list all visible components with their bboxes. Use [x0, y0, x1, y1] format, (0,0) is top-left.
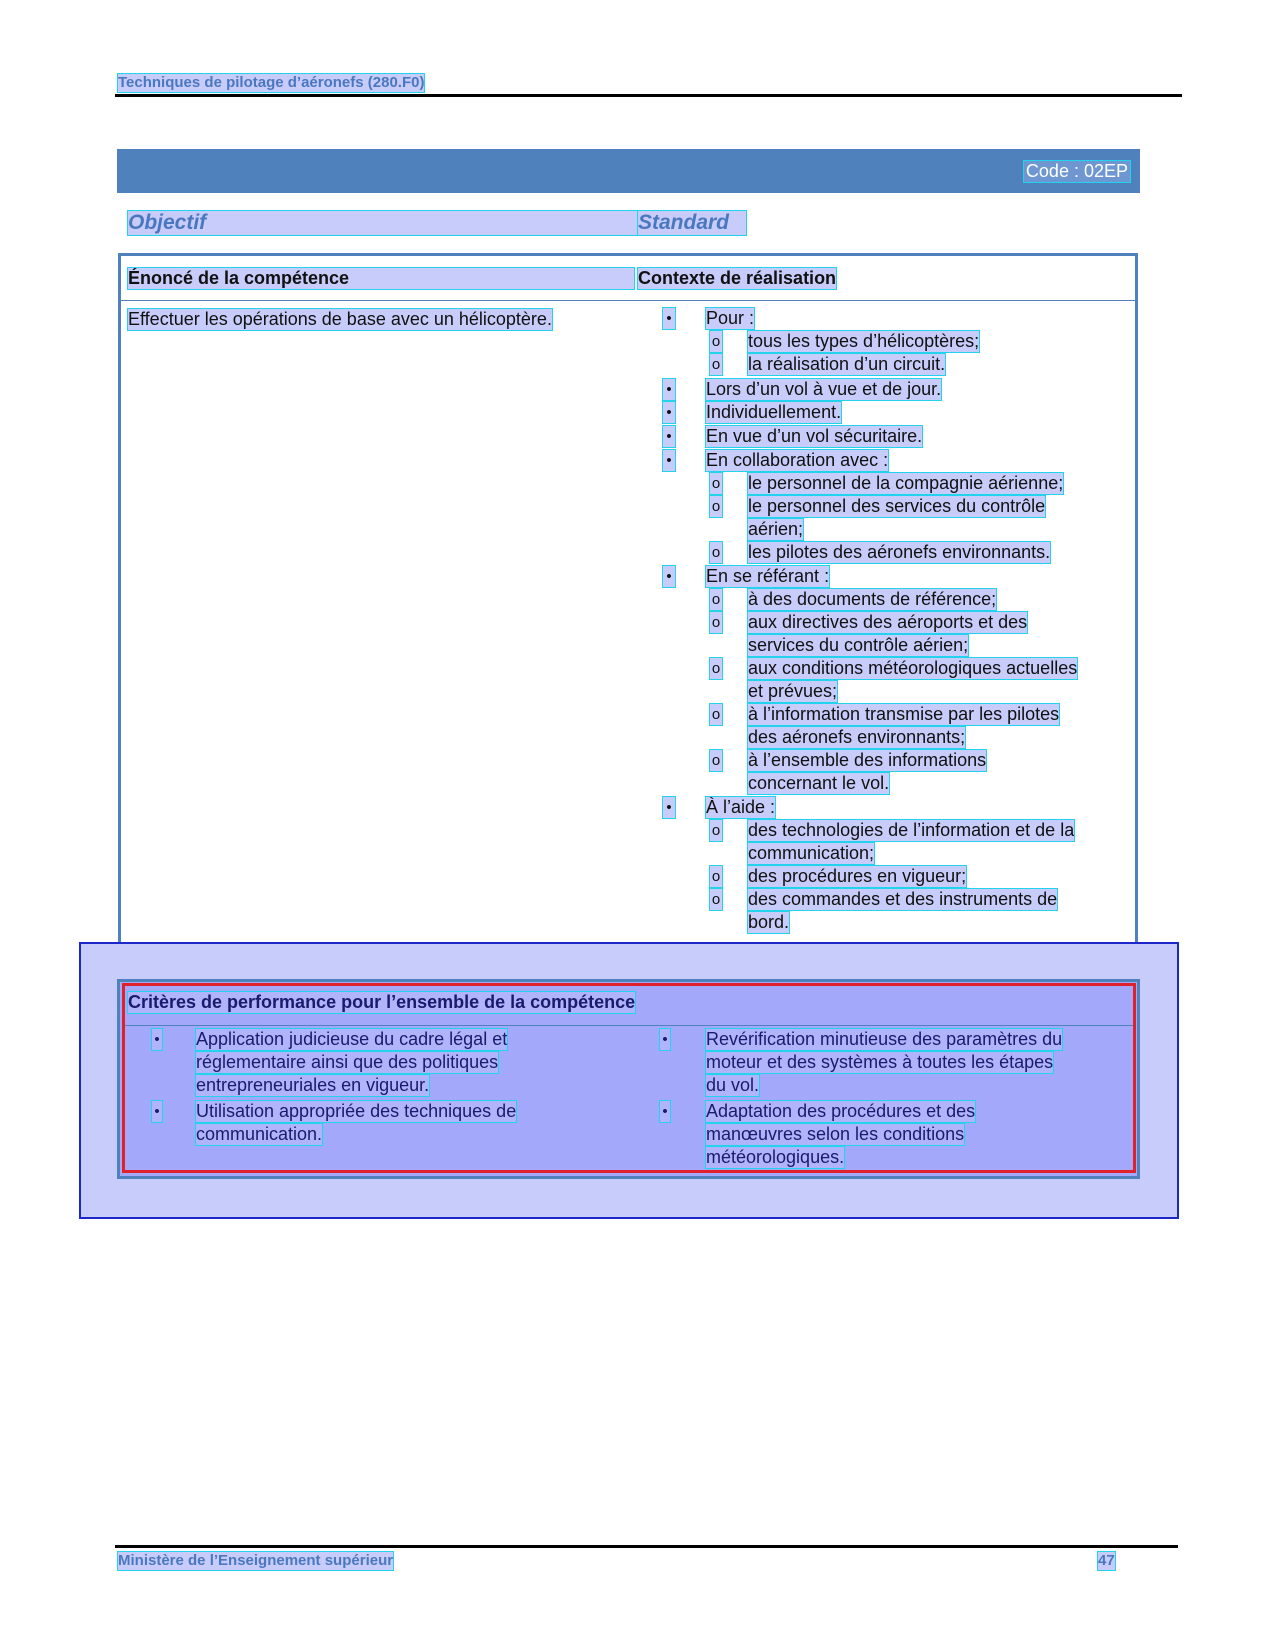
criteria-item: moteur et des systèmes à toutes les étapes [706, 1052, 1054, 1072]
sub-bullet-icon: o [711, 591, 721, 608]
sub-bullet-icon: o [711, 356, 721, 373]
criteria-bullet-icon: • [660, 1029, 670, 1050]
sub-bullet-icon: o [711, 868, 721, 885]
contexte-item: aux directives des aéroports et des [748, 612, 1028, 632]
contexte-item: concernant le vol. [748, 773, 890, 793]
contexte-item: et prévues; [748, 681, 838, 701]
code-label: Code : 02EP [1025, 161, 1128, 181]
bullet-icon: • [663, 450, 675, 471]
criteria-bullet-icon: • [152, 1029, 162, 1050]
contexte-item: des commandes et des instruments de [748, 889, 1058, 909]
bullet-icon: • [663, 426, 675, 447]
contexte-item: En collaboration avec : [706, 450, 889, 470]
bullet-icon: • [663, 308, 675, 329]
contexte-item: à l’ensemble des informations [748, 750, 987, 770]
bullet-icon: • [663, 797, 675, 818]
criteria-bullet-icon: • [660, 1101, 670, 1122]
bullet-icon: • [663, 379, 675, 400]
contexte-item: bord. [748, 912, 790, 932]
sub-bullet-icon: o [711, 614, 721, 631]
contexte-item: Pour : [706, 308, 755, 328]
objectif-heading: Objectif [128, 211, 638, 235]
sub-bullet-icon: o [711, 752, 721, 769]
contexte-item: le personnel des services du contrôle [748, 496, 1046, 516]
footer-rule [115, 1545, 1178, 1548]
bullet-icon: • [663, 566, 675, 587]
bullet-icon: • [663, 402, 675, 423]
sub-bullet-icon: o [711, 544, 721, 561]
contexte-item: À l’aide : [706, 797, 776, 817]
contexte-item: des aéronefs environnants; [748, 727, 966, 747]
criteria-item: manœuvres selon les conditions [706, 1124, 965, 1144]
criteria-title: Critères de performance pour l’ensemble de la compétence [128, 992, 636, 1012]
criteria-bullet-icon: • [152, 1101, 162, 1122]
contexte-item: aux conditions météorologiques actuelles [748, 658, 1078, 678]
code-banner [117, 149, 1140, 193]
contexte-item: services du contrôle aérien; [748, 635, 969, 655]
sub-bullet-icon: o [711, 822, 721, 839]
contexte-item: des technologies de l’information et de la [748, 820, 1075, 840]
criteria-item: Utilisation appropriée des techniques de [196, 1101, 517, 1121]
criteria-item: réglementaire ainsi que des politiques [196, 1052, 499, 1072]
criteria-item: météorologiques. [706, 1147, 845, 1167]
criteria-item: Revérification minutieuse des paramètres du [706, 1029, 1063, 1049]
sub-bullet-icon: o [711, 706, 721, 723]
contexte-item: aérien; [748, 519, 804, 539]
contexte-item: communication; [748, 843, 875, 863]
contexte-item: à des documents de référence; [748, 589, 997, 609]
header-title: Techniques de pilotage d’aéronefs (280.F0) [118, 74, 425, 91]
header-rule [115, 94, 1182, 97]
sub-bullet-icon: o [711, 333, 721, 350]
criteria-item: communication. [196, 1124, 323, 1144]
contexte-item: En se référant : [706, 566, 830, 586]
enonce-heading: Énoncé de la compétence [128, 268, 634, 289]
contexte-item: à l’information transmise par les pilotes [748, 704, 1060, 724]
contexte-item: la réalisation d’un circuit. [748, 354, 946, 374]
sub-bullet-icon: o [711, 475, 721, 492]
criteria-divider [125, 1025, 1133, 1026]
contexte-heading: Contexte de réalisation [638, 268, 837, 288]
contexte-item: des procédures en vigueur; [748, 866, 967, 886]
footer-page-number: 47 [1098, 1552, 1115, 1569]
sub-bullet-icon: o [711, 891, 721, 908]
sub-bullet-icon: o [711, 660, 721, 677]
standard-heading: Standard [638, 211, 746, 235]
criteria-item: entrepreneuriales en vigueur. [196, 1075, 430, 1095]
enonce-text: Effectuer les opérations de base avec un hélicoptère. [128, 309, 552, 329]
table-divider [121, 300, 1135, 301]
contexte-item: les pilotes des aéronefs environnants. [748, 542, 1051, 562]
contexte-item: En vue d’un vol sécuritaire. [706, 426, 923, 446]
criteria-item: du vol. [706, 1075, 760, 1095]
footer-ministry: Ministère de l’Enseignement supérieur [118, 1552, 394, 1569]
criteria-item: Adaptation des procédures et des [706, 1101, 976, 1121]
contexte-item: tous les types d’hélicoptères; [748, 331, 980, 351]
contexte-item: Lors d’un vol à vue et de jour. [706, 379, 942, 399]
criteria-item: Application judicieuse du cadre légal et [196, 1029, 508, 1049]
contexte-item: le personnel de la compagnie aérienne; [748, 473, 1064, 493]
sub-bullet-icon: o [711, 498, 721, 515]
contexte-item: Individuellement. [706, 402, 842, 422]
